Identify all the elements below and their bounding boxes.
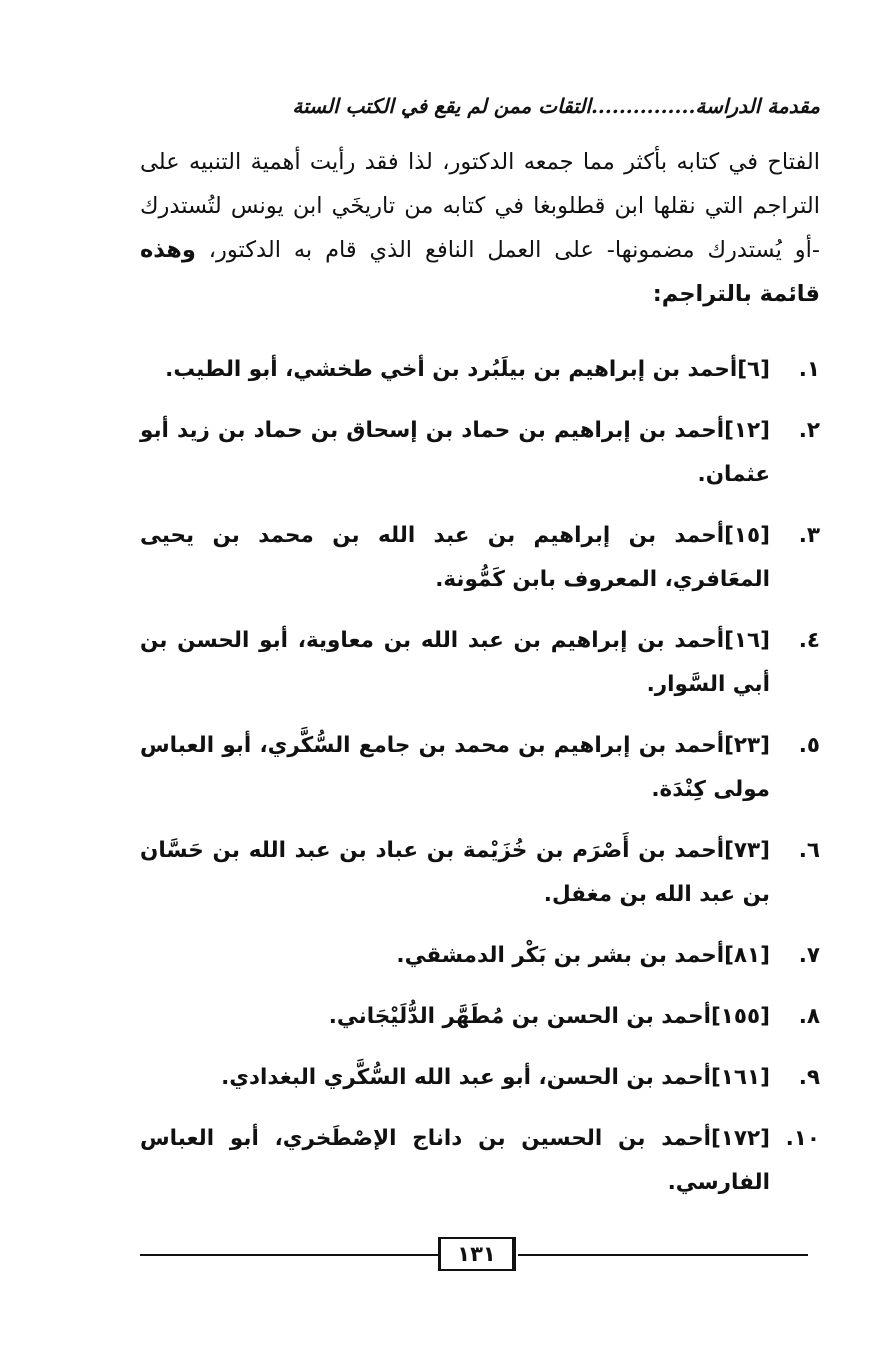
item-text: أحمد بن إبراهيم بن بيلَبُرد بن أخي طخشي، أبو الطيب.: [165, 357, 738, 382]
item-text: أحمد بن إبراهيم بن عبد الله بن محمد بن يحيى المعَافري، المعروف بابن كَمُّونة.: [140, 523, 770, 592]
item-number: ٧.: [798, 943, 820, 968]
item-text: أحمد بن الحسين بن داناج الإصْطَخري، أبو العباس الفارسي.: [140, 1126, 770, 1195]
chapter-title: التقات ممن لم يقع في الكتب الستة: [292, 94, 591, 118]
item-reference: [١٥٥]: [710, 1004, 770, 1029]
item-reference: [١٦]: [724, 628, 770, 653]
list-item: [140, 1117, 820, 1205]
list-item: [140, 829, 820, 917]
item-reference: [٦]: [737, 357, 770, 382]
item-reference: [٧٣]: [724, 838, 770, 863]
running-header: [140, 86, 820, 126]
page-number: ١٣١: [438, 1237, 516, 1271]
item-number: ٩.: [798, 1065, 820, 1090]
item-number: ٥.: [798, 733, 820, 758]
item-number: ١.: [798, 357, 820, 382]
item-text: أحمد بن الحسن بن مُطَهَّر الدُّلَيْجَاني.: [328, 1004, 711, 1029]
list-item: [140, 934, 820, 978]
intro-emphasis: وهذه قائمة بالتراجم:: [140, 237, 820, 307]
item-text: أحمد بن إبراهيم بن محمد بن جامع السُّكَّري، أبو العباس مولى كِنْدَة.: [140, 733, 770, 802]
item-number: ٣.: [798, 523, 820, 548]
item-number: ٢.: [798, 418, 820, 443]
item-reference: [١٦١]: [710, 1065, 770, 1090]
list-item: [140, 348, 820, 392]
item-number: ٤.: [798, 628, 820, 653]
item-reference: [١٢]: [724, 418, 770, 443]
list-item: [140, 409, 820, 497]
list-item: [140, 724, 820, 812]
biography-list: [140, 348, 820, 1222]
item-text: أحمد بن إبراهيم بن عبد الله بن معاوية، أبو الحسن بن أبي السَّوار.: [140, 628, 770, 697]
item-reference: [٨١]: [724, 943, 770, 968]
item-text: أحمد بن أَصْرَم بن خُزَيْمة بن عباد بن عبد الله بن حَسَّان بن عبد الله بن مغفل.: [140, 838, 770, 907]
list-item: [140, 995, 820, 1039]
header-dots: ...............: [590, 94, 696, 118]
intro-paragraph: [140, 140, 820, 316]
section-title: مقدمة الدراسة: [695, 94, 820, 118]
item-reference: [١٧٢]: [710, 1126, 770, 1151]
intro-text: الفتاح في كتابه بأكثر مما جمعه الدكتور، لذا فقد رأيت أهمية التنبيه على التراجم التي نقلها ابن قطلوبغا في كتابه من تاريخَي ابن يونس لتُستدرك -أو يُستدرك مضمونها- على العمل النافع الذي قام به الدكتور،: [140, 149, 820, 263]
item-number: ٦.: [798, 838, 820, 863]
item-number: ٨.: [798, 1004, 820, 1029]
list-item: [140, 514, 820, 602]
item-text: أحمد بن بشر بن بَكْر الدمشقي.: [396, 943, 725, 968]
item-reference: [١٥]: [724, 523, 770, 548]
list-item: [140, 619, 820, 707]
footer-rule-left: [140, 1254, 438, 1256]
footer-rule-right: [518, 1254, 808, 1256]
list-item: [140, 1056, 820, 1100]
item-reference: [٢٣]: [724, 733, 770, 758]
item-text: أحمد بن إبراهيم بن حماد بن إسحاق بن حماد بن زيد أبو عثمان.: [140, 418, 770, 487]
item-text: أحمد بن الحسن، أبو عبد الله السُّكَّري البغدادي.: [221, 1065, 711, 1090]
item-number: ١٠.: [785, 1126, 820, 1151]
